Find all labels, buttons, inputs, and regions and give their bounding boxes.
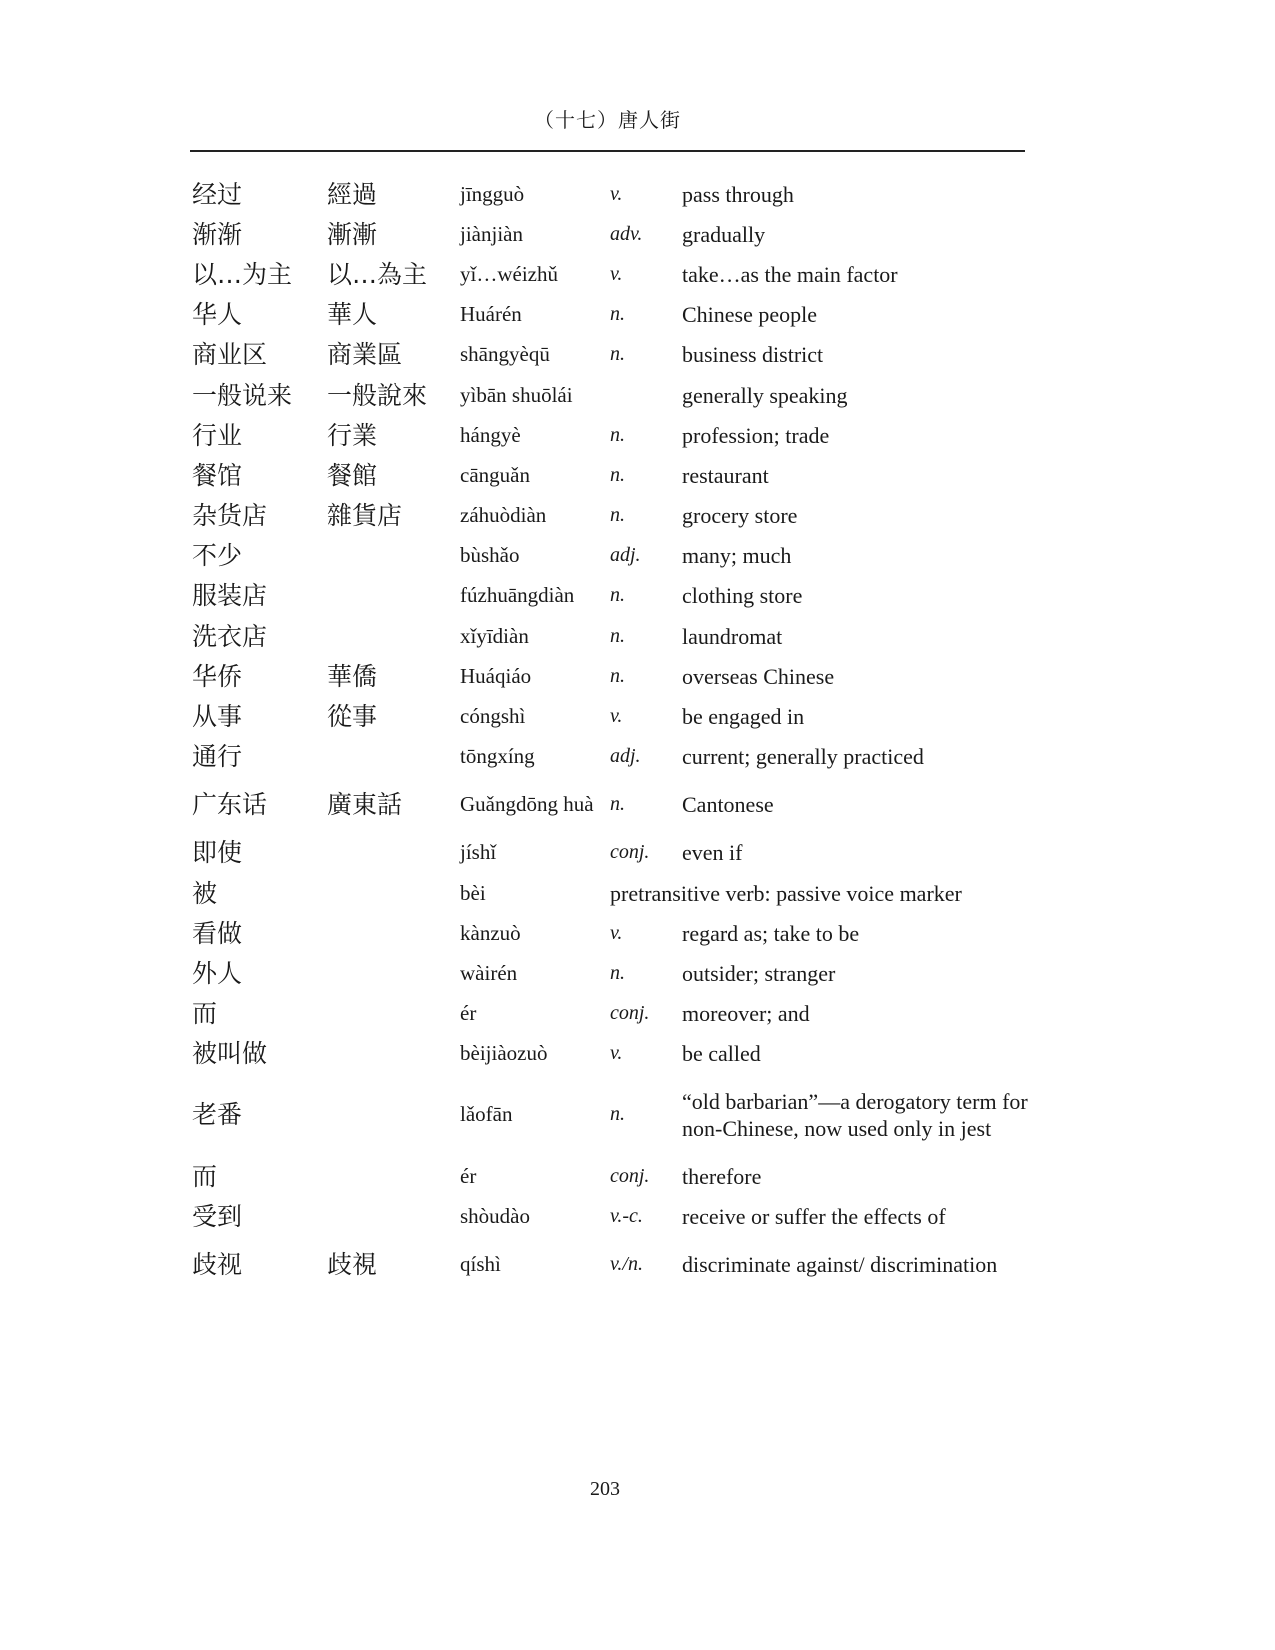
definition: grocery store xyxy=(682,503,798,529)
definition: be engaged in xyxy=(682,704,805,730)
part-of-speech: n. xyxy=(610,793,625,816)
pinyin: fúzhuāngdiàn xyxy=(460,583,575,608)
traditional-chinese xyxy=(327,536,460,576)
simplified-chinese: 不少 xyxy=(192,541,243,571)
traditional-chinese: 漸漸 xyxy=(327,219,378,249)
simplified-chinese: 商业区 xyxy=(192,340,268,370)
definition: laundromat xyxy=(682,623,783,649)
pinyin: Huárén xyxy=(460,302,522,327)
definition: take…as the main factor xyxy=(682,261,898,287)
simplified-chinese: 华人 xyxy=(192,300,243,330)
simplified-chinese: 即使 xyxy=(192,838,243,868)
traditional-chinese: 以…為主 xyxy=(327,259,428,289)
vocabulary-table xyxy=(192,174,1032,1292)
definition: overseas Chinese xyxy=(682,663,835,689)
vocab-row xyxy=(192,737,1032,777)
traditional-chinese xyxy=(327,616,460,656)
part-of-speech: adv. xyxy=(610,222,643,245)
pinyin: kànzuò xyxy=(460,920,521,945)
part-of-speech: n. xyxy=(610,584,625,607)
vocab-row xyxy=(192,1196,1032,1236)
part-of-speech: v. xyxy=(610,921,623,944)
pinyin: jíshǐ xyxy=(460,840,497,865)
vocab-row xyxy=(192,1156,1032,1196)
pinyin: jīngguò xyxy=(460,181,525,206)
definition: restaurant xyxy=(682,462,769,488)
part-of-speech: adj. xyxy=(610,544,641,567)
page-header: （十七）唐人街 xyxy=(534,110,681,132)
simplified-chinese: 看做 xyxy=(192,918,243,948)
part-of-speech: v./n. xyxy=(610,1252,643,1275)
vocab-row xyxy=(192,1074,1032,1156)
traditional-chinese: 從事 xyxy=(327,702,378,732)
vocab-row xyxy=(192,415,1032,455)
simplified-chinese: 而 xyxy=(192,999,218,1029)
traditional-chinese: 華僑 xyxy=(327,661,378,691)
pinyin: wàirén xyxy=(460,960,518,985)
pinyin: bùshǎo xyxy=(460,543,520,568)
pinyin: Huáqiáo xyxy=(460,663,532,688)
vocab-row xyxy=(192,777,1032,833)
part-of-speech: adj. xyxy=(610,745,641,768)
vocab-row xyxy=(192,455,1032,495)
definition: business district xyxy=(682,342,824,368)
part-of-speech: v. xyxy=(610,182,623,205)
traditional-chinese: 雜貨店 xyxy=(327,501,403,531)
traditional-chinese xyxy=(327,994,460,1034)
vocab-row xyxy=(192,496,1032,536)
vocab-row xyxy=(192,833,1032,873)
pinyin: ér xyxy=(460,1001,477,1026)
vocab-row xyxy=(192,214,1032,254)
vocab-row xyxy=(192,174,1032,214)
simplified-chinese: 被 xyxy=(192,878,218,908)
simplified-chinese: 从事 xyxy=(192,702,243,732)
definition: be called xyxy=(682,1041,761,1067)
traditional-chinese xyxy=(327,576,460,616)
pinyin: bèijiàozuò xyxy=(460,1041,548,1066)
vocab-row xyxy=(192,873,1032,913)
pinyin: shòudào xyxy=(460,1203,530,1228)
definition: many; much xyxy=(682,543,792,569)
traditional-chinese xyxy=(327,1074,460,1156)
pinyin: záhuòdiàn xyxy=(460,503,547,528)
traditional-chinese: 餐館 xyxy=(327,460,378,490)
simplified-chinese: 受到 xyxy=(192,1201,243,1231)
definition: gradually xyxy=(682,221,766,247)
traditional-chinese: 一般說來 xyxy=(327,380,428,410)
page-number: 203 xyxy=(590,1478,620,1500)
vocab-row xyxy=(192,913,1032,953)
simplified-chinese: 而 xyxy=(192,1161,218,1191)
definition: receive or suffer the effects of xyxy=(682,1203,946,1229)
traditional-chinese: 華人 xyxy=(327,300,378,330)
vocab-row xyxy=(192,953,1032,993)
simplified-chinese: 渐渐 xyxy=(192,219,243,249)
simplified-chinese: 杂货店 xyxy=(192,501,268,531)
part-of-speech: v. xyxy=(610,1042,623,1065)
traditional-chinese xyxy=(327,1156,460,1196)
vocab-row xyxy=(192,375,1032,415)
traditional-chinese xyxy=(327,737,460,777)
simplified-chinese: 洗衣店 xyxy=(192,621,268,651)
pinyin: ér xyxy=(460,1163,477,1188)
simplified-chinese: 老番 xyxy=(192,1100,243,1130)
pinyin: yǐ…wéizhǔ xyxy=(460,261,558,286)
pinyin: tōngxíng xyxy=(460,744,535,769)
definition: profession; trade xyxy=(682,422,830,448)
definition: clothing store xyxy=(682,583,803,609)
pinyin: jiànjiàn xyxy=(460,221,523,246)
definition: regard as; take to be xyxy=(682,920,860,946)
definition: even if xyxy=(682,840,743,866)
part-of-speech: conj. xyxy=(610,841,650,864)
pinyin: cānguǎn xyxy=(460,462,530,487)
pinyin: xǐyīdiàn xyxy=(460,623,529,648)
definition: generally speaking xyxy=(682,382,848,408)
part-of-speech: n. xyxy=(610,423,625,446)
definition: Cantonese xyxy=(682,792,774,818)
pinyin: shāngyèqū xyxy=(460,342,550,367)
vocab-row xyxy=(192,616,1032,656)
traditional-chinese: 廣東話 xyxy=(327,790,403,820)
definition: “old barbarian”—a derogatory term for non-Chinese, now used only in jest xyxy=(682,1088,1028,1141)
simplified-chinese: 被叫做 xyxy=(192,1039,268,1069)
vocab-row xyxy=(192,335,1032,375)
traditional-chinese xyxy=(327,1034,460,1074)
header-rule xyxy=(190,150,1025,152)
definition: therefore xyxy=(682,1163,762,1189)
vocab-row xyxy=(192,656,1032,696)
part-of-speech: n. xyxy=(610,343,625,366)
simplified-chinese: 行业 xyxy=(192,420,243,450)
definition: moreover; and xyxy=(682,1001,810,1027)
definition: Chinese people xyxy=(682,302,818,328)
vocab-row xyxy=(192,254,1032,294)
pinyin: bèi xyxy=(460,880,486,905)
pinyin: qíshì xyxy=(460,1251,501,1276)
part-of-speech: n. xyxy=(610,504,625,527)
simplified-chinese: 服装店 xyxy=(192,581,268,611)
simplified-chinese: 通行 xyxy=(192,742,243,772)
part-of-speech: conj. xyxy=(610,1002,650,1025)
simplified-chinese: 华侨 xyxy=(192,661,243,691)
part-of-speech: n. xyxy=(610,1103,625,1126)
part-of-speech: v. xyxy=(610,262,623,285)
pinyin: cóngshì xyxy=(460,704,526,729)
part-of-speech: v.-c. xyxy=(610,1204,643,1227)
part-of-speech xyxy=(610,375,682,415)
simplified-chinese: 以…为主 xyxy=(192,259,293,289)
simplified-chinese: 外人 xyxy=(192,958,243,988)
pinyin: lǎofān xyxy=(460,1102,513,1127)
vocab-row xyxy=(192,696,1032,736)
part-of-speech: v. xyxy=(610,705,623,728)
vocab-row xyxy=(192,576,1032,616)
simplified-chinese: 餐馆 xyxy=(192,460,243,490)
traditional-chinese xyxy=(327,873,460,913)
simplified-chinese: 经过 xyxy=(192,179,243,209)
traditional-chinese xyxy=(327,953,460,993)
part-of-speech: n. xyxy=(610,303,625,326)
definition: pass through xyxy=(682,181,794,207)
part-of-speech: conj. xyxy=(610,1164,650,1187)
definition: current; generally practiced xyxy=(682,744,924,770)
definition: discriminate against/ discrimination xyxy=(682,1251,998,1277)
pinyin: yìbān shuōlái xyxy=(460,382,573,407)
simplified-chinese: 歧视 xyxy=(192,1249,243,1279)
traditional-chinese: 歧視 xyxy=(327,1249,378,1279)
pinyin: Guǎngdōng huà xyxy=(460,792,594,817)
vocab-row xyxy=(192,1236,1032,1292)
traditional-chinese xyxy=(327,913,460,953)
traditional-chinese: 商業區 xyxy=(327,340,403,370)
traditional-chinese: 經過 xyxy=(327,179,378,209)
vocab-row xyxy=(192,295,1032,335)
part-of-speech: n. xyxy=(610,664,625,687)
definition: pretransitive verb: passive voice marker xyxy=(610,880,962,906)
traditional-chinese xyxy=(327,1196,460,1236)
simplified-chinese: 一般说来 xyxy=(192,380,293,410)
traditional-chinese: 行業 xyxy=(327,420,378,450)
part-of-speech: n. xyxy=(610,961,625,984)
part-of-speech: n. xyxy=(610,624,625,647)
part-of-speech: n. xyxy=(610,463,625,486)
vocab-row xyxy=(192,1034,1032,1074)
vocab-row xyxy=(192,536,1032,576)
simplified-chinese: 广东话 xyxy=(192,790,268,820)
traditional-chinese xyxy=(327,833,460,873)
vocab-row xyxy=(192,994,1032,1034)
definition: outsider; stranger xyxy=(682,960,836,986)
pinyin: hángyè xyxy=(460,422,521,447)
